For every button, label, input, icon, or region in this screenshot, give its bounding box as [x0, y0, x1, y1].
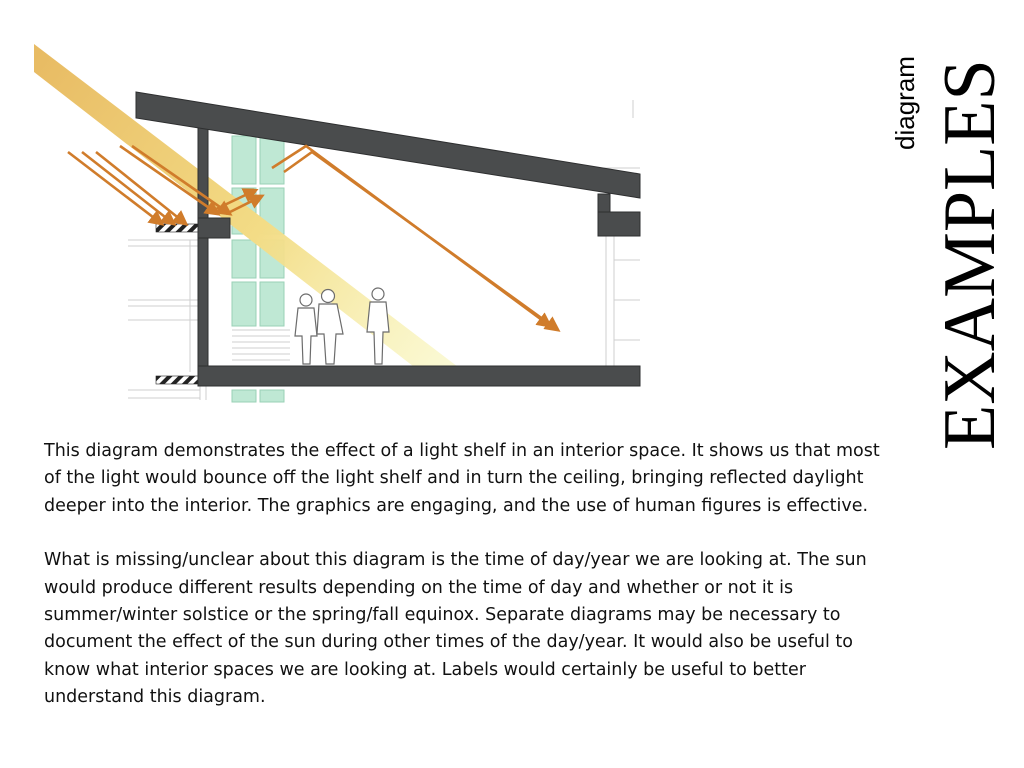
side-title: [870, 30, 1010, 460]
light-shelf-section-diagram: [0, 0, 660, 420]
incoming-ray: [68, 152, 162, 224]
exterior-shelf-lower: [156, 376, 200, 384]
human-figure: [367, 288, 389, 364]
slide-subtitle: diagram: [890, 56, 920, 150]
paragraph-description: This diagram demonstrates the effect of a light shelf in an interior space. It shows us that most of the light would bounce off the light shelf and in turn the ceiling, bringing reflected daylight deeper into the interior. The graphics are engaging, and the use of human figures is effective.: [44, 441, 880, 516]
slide-title: EXAMPLES: [929, 59, 1010, 450]
human-figure: [295, 294, 317, 364]
paragraph-critique: What is missing/unclear about this diagram is the time of day/year we are looking at. The sun would produce different results depending on the time of day and whether or not it is summer/winter solstice or the spring/fall equinox. Separate diagrams may be necessary to document the effect of the sun during other times of the day/year. It would also be useful to know what interior spaces we are looking at. Labels would certainly be useful to better understand this diagram.: [44, 550, 867, 708]
body-text: [44, 438, 884, 739]
exterior-shelf-upper: [156, 224, 200, 232]
glazing-panels: [232, 136, 284, 402]
